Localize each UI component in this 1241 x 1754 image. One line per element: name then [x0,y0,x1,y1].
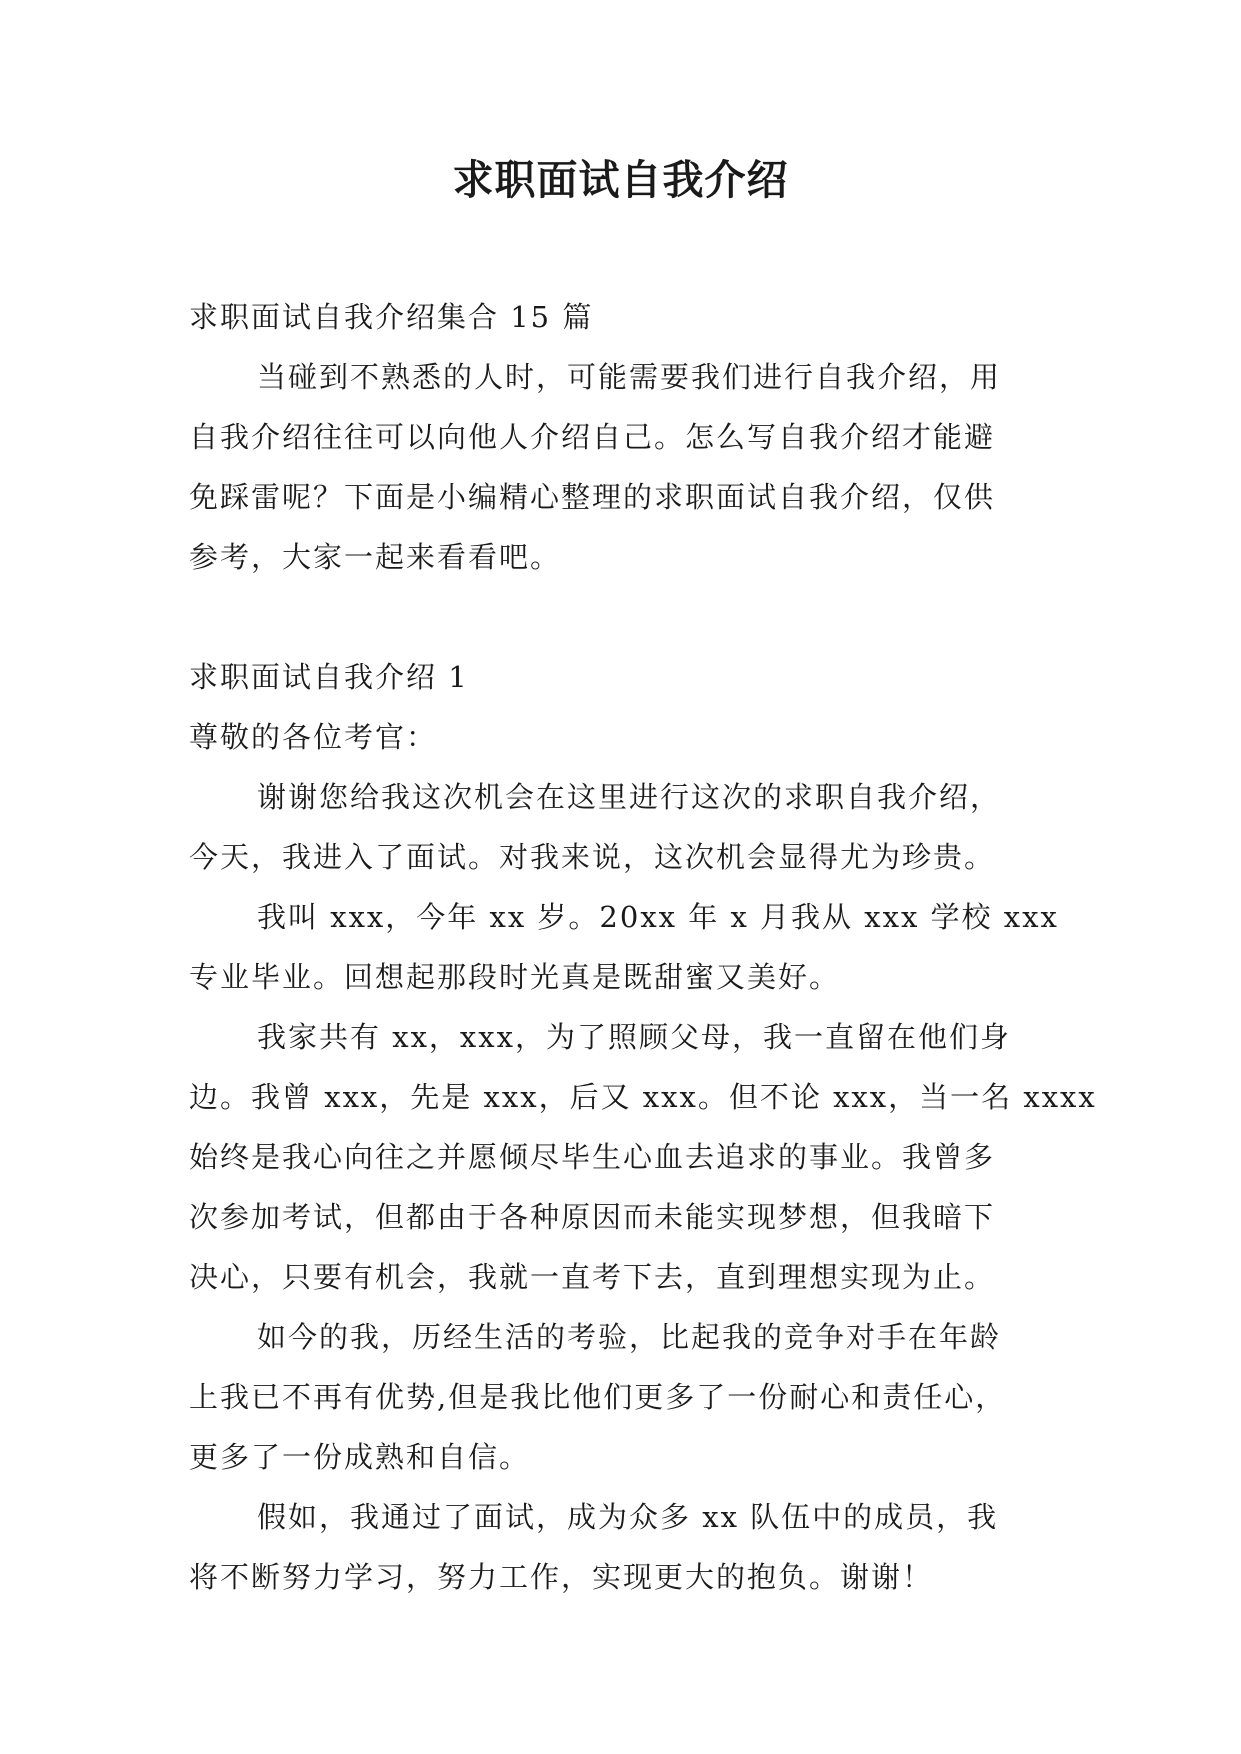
document-title: 求职面试自我介绍 [452,156,789,204]
paragraph-line: 次参加考试，但都由于各种原因而未能实现梦想，但我暗下 [189,1200,996,1234]
intro-line: 自我介绍往往可以向他人介绍自己。怎么写自我介绍才能避 [189,420,996,454]
intro-paragraph [189,347,1069,587]
section-spacer [189,587,1069,647]
paragraph-line: 今天，我进入了面试。对我来说，这次机会显得尤为珍贵。 [189,840,996,874]
salutation: 尊敬的各位考官： [189,720,438,754]
paragraph-4 [189,1307,1069,1487]
paragraph-line: 专业毕业。回想起那段时光真是既甜蜜又美好。 [189,960,841,994]
intro-line: 免踩雷呢？下面是小编精心整理的求职面试自我介绍，仅供 [189,480,996,514]
document-subtitle: 求职面试自我介绍集合 15 篇 [189,300,594,334]
paragraph-3 [189,1007,1097,1307]
intro-line: 参考，大家一起来看看吧。 [189,540,562,574]
paragraph-line: 将不断努力学习，努力工作，实现更大的抱负。谢谢！ [189,1560,934,1594]
paragraph-line: 决心，只要有机会，我就一直考下去，直到理想实现为止。 [189,1260,996,1294]
paragraph-2 [189,887,1069,1007]
paragraph-5 [189,1487,1069,1607]
section-heading: 求职面试自我介绍 1 [189,660,469,694]
paragraph-line: 如今的我，历经生活的考验，比起我的竞争对手在年龄 [257,1320,1002,1354]
document-body [189,287,1097,1607]
paragraph-line: 我家共有 xx，xxx，为了照顾父母，我一直留在他们身 [257,1020,1011,1054]
paragraph-line: 谢谢您给我这次机会在这里进行这次的求职自我介绍， [257,780,1002,814]
intro-line: 当碰到不熟悉的人时，可能需要我们进行自我介绍，用 [257,360,1002,394]
paragraph-line: 上我已不再有优势,但是我比他们更多了一份耐心和责任心， [189,1380,1007,1414]
paragraph-line: 边。我曾 xxx，先是 xxx，后又 xxx。但不论 xxx，当一名 xxxx [189,1080,1097,1114]
paragraph-line: 我叫 xxx，今年 xx 岁。20xx 年 x 月我从 xxx 学校 xxx [257,900,1059,934]
paragraph-1 [189,767,1069,887]
paragraph-line: 假如，我通过了面试，成为众多 xx 队伍中的成员，我 [257,1500,999,1534]
paragraph-line: 始终是我心向往之并愿倾尽毕生心血去追求的事业。我曾多 [189,1140,996,1174]
paragraph-line: 更多了一份成熟和自信。 [189,1440,531,1474]
